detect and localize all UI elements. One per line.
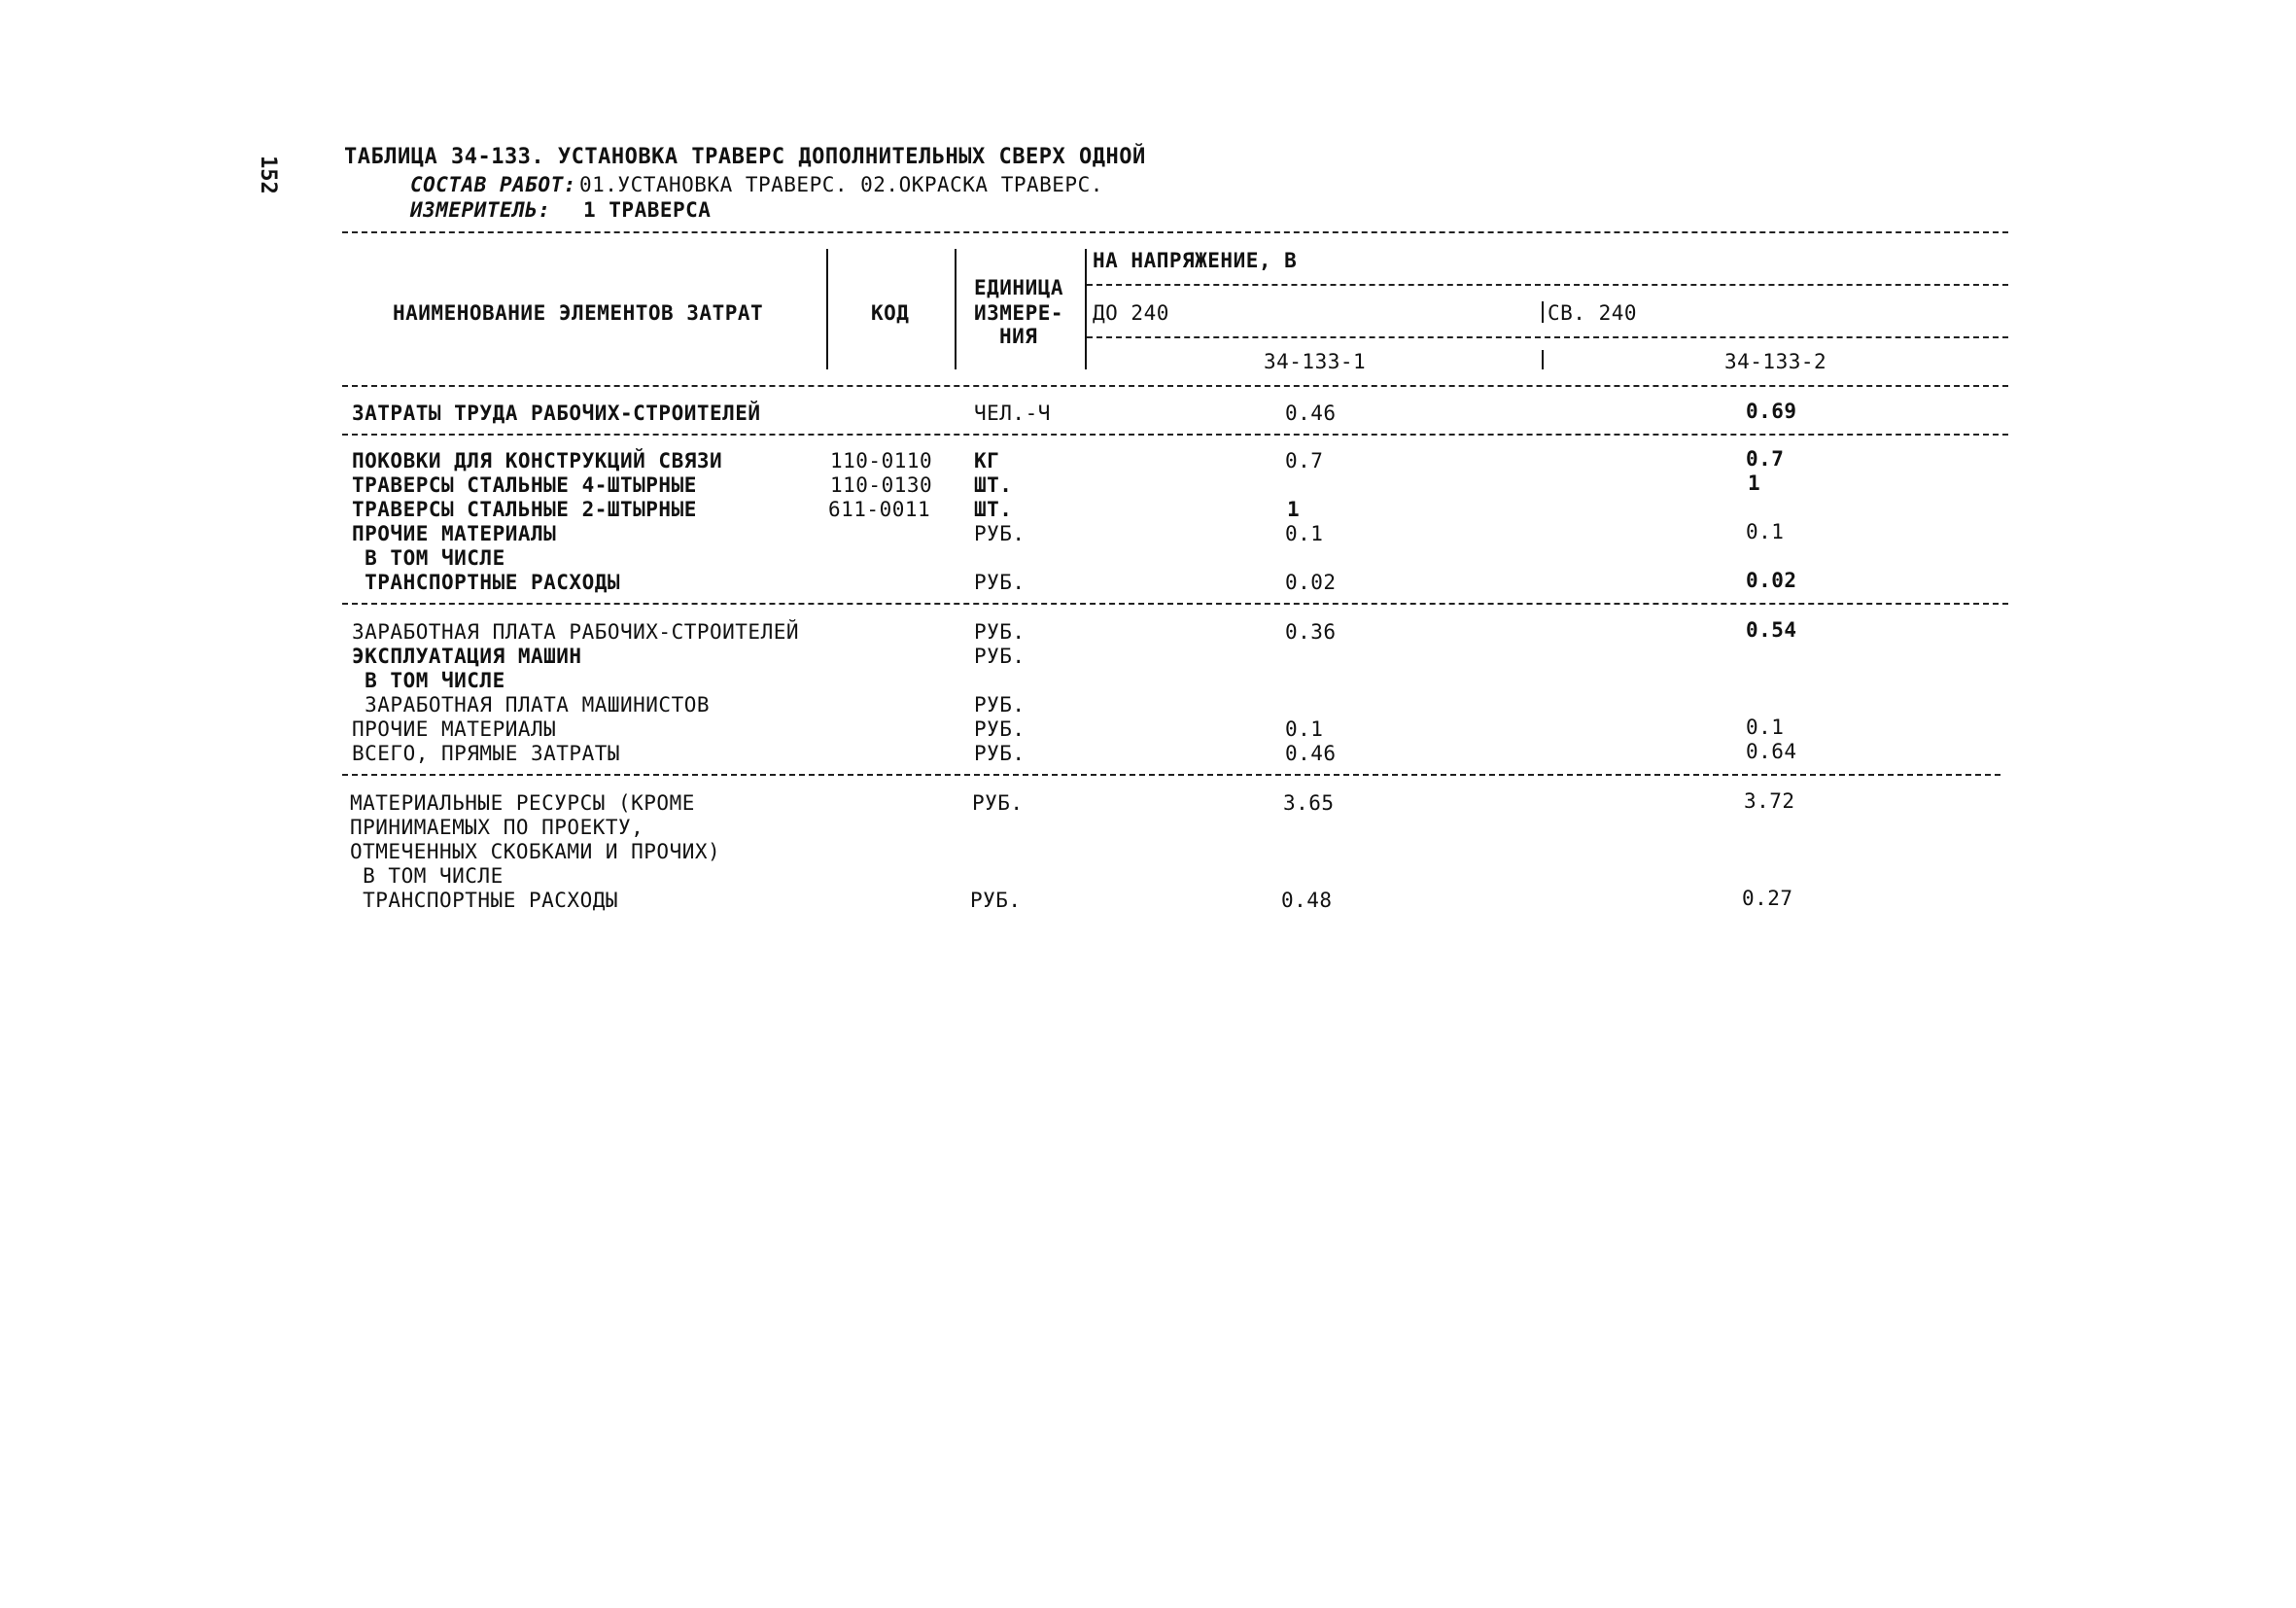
header-over: СВ. 240 [1548,301,1638,325]
page-number: 152 [256,156,280,194]
measure-label: ИЗМЕРИТЕЛЬ: [410,198,551,222]
row-name: ЗАРАБОТНАЯ ПЛАТА РАБОЧИХ-СТРОИТЕЛЕЙ [352,620,800,644]
header-unit-3: НИЯ [999,325,1038,348]
row-name: МАТЕРИАЛЬНЫЕ РЕСУРСЫ (КРОМЕ [350,791,695,815]
rule-header-bottom [342,385,2008,387]
row-code: 110-0130 [830,473,933,497]
row-name: В ТОМ ЧИСЛЕ [350,864,504,888]
row-value-1: 0.1 [1285,522,1324,545]
row-name: В ТОМ ЧИСЛЕ [352,546,505,570]
header-up-to: ДО 240 [1093,301,1169,325]
row-value-2: 1 [1748,472,1761,495]
header-code-2: 34-133-2 [1724,350,1827,373]
row-unit: РУБ. [974,742,1026,765]
header-code: КОД [871,301,910,325]
row-unit: РУБ. [974,522,1026,545]
row-name: В ТОМ ЧИСЛЕ [352,669,505,692]
rule-section-1 [342,434,2008,436]
header-separator-4 [1542,301,1544,323]
row-name: ТРАВЕРСЫ СТАЛЬНЫЕ 4-ШТЫРНЫЕ [352,473,697,497]
row-unit: РУБ. [974,620,1026,644]
row-value-1: 3.65 [1283,791,1335,815]
row-value-2: 0.69 [1746,400,1797,423]
row-value-1: 0.7 [1285,449,1324,472]
row-name: ПРОЧИЕ МАТЕРИАЛЫ [352,522,557,545]
row-unit: КГ [974,449,1000,472]
header-separator-1 [826,249,828,369]
row-name: ВСЕГО, ПРЯМЫЕ ЗАТРАТЫ [352,742,621,765]
row-unit: РУБ. [974,717,1026,741]
header-name: НАИМЕНОВАНИЕ ЭЛЕМЕНТОВ ЗАТРАТ [393,301,764,325]
header-separator-5 [1542,350,1544,369]
row-unit: ЧЕЛ.-Ч [974,402,1051,425]
row-unit: РУБ. [972,791,1024,815]
row-code: 611-0011 [828,498,931,521]
header-code-1: 34-133-1 [1264,350,1367,373]
row-name: ТРАВЕРСЫ СТАЛЬНЫЕ 2-ШТЫРНЫЕ [352,498,697,521]
row-value-1: 0.46 [1285,402,1337,425]
row-name: ОТМЕЧЕННЫХ СКОБКАМИ И ПРОЧИХ) [350,840,721,863]
header-rule-1 [1087,284,2008,286]
row-value-1: 0.02 [1285,571,1337,594]
header-separator-2 [955,249,957,369]
row-code: 110-0110 [830,449,933,472]
row-value-2: 0.02 [1746,569,1797,592]
row-name: ТРАНСПОРТНЫЕ РАСХОДЫ [352,571,621,594]
work-text: 01.УСТАНОВКА ТРАВЕРС. 02.ОКРАСКА ТРАВЕРС. [579,173,1103,196]
row-value-2: 0.1 [1746,716,1785,739]
row-value-1: 1 [1287,498,1301,521]
header-rule-2 [1087,336,2008,338]
table-title: ТАБЛИЦА 34-133. УСТАНОВКА ТРАВЕРС ДОПОЛНИТЕЛЬНЫХ СВЕРХ ОДНОЙ [344,145,1146,169]
row-name: ЗАТРАТЫ ТРУДА РАБОЧИХ-СТРОИТЕЛЕЙ [352,402,761,425]
row-value-2: 0.1 [1746,520,1785,543]
rule-section-2 [342,603,2008,605]
row-value-2: 3.72 [1744,789,1795,813]
row-value-1: 0.1 [1285,717,1324,741]
row-value-1: 0.48 [1281,889,1333,912]
row-name: ПРОЧИЕ МАТЕРИАЛЫ [352,717,557,741]
row-name: ПРИНИМАЕМЫХ ПО ПРОЕКТУ, [350,816,644,839]
row-unit: РУБ. [974,693,1026,717]
row-name: ТРАНСПОРТНЫЕ РАСХОДЫ [350,889,619,912]
row-unit: РУБ. [974,645,1026,668]
row-value-1: 0.46 [1285,742,1337,765]
row-value-2: 0.54 [1746,618,1797,642]
measure-text: 1 ТРАВЕРСА [583,198,712,222]
work-label: СОСТАВ РАБОТ: [410,173,576,196]
header-separator-3 [1085,249,1087,369]
row-value-2: 0.27 [1742,887,1793,910]
row-value-2: 0.64 [1746,740,1797,763]
rule-top [342,231,2008,233]
header-unit-2: ИЗМЕРЕ- [974,301,1064,325]
rule-section-3 [342,774,2000,776]
row-unit: ШТ. [974,473,1013,497]
row-value-2: 0.7 [1746,447,1785,471]
row-unit: ШТ. [974,498,1013,521]
header-voltage: НА НАПРЯЖЕНИЕ, В [1093,249,1298,272]
row-name: ЭКСПЛУАТАЦИЯ МАШИН [352,645,582,668]
row-name: ЗАРАБОТНАЯ ПЛАТА МАШИНИСТОВ [352,693,711,717]
row-unit: РУБ. [970,889,1022,912]
row-value-1: 0.36 [1285,620,1337,644]
row-unit: РУБ. [974,571,1026,594]
header-unit-1: ЕДИНИЦА [974,276,1064,299]
row-name: ПОКОВКИ ДЛЯ КОНСТРУКЦИЙ СВЯЗИ [352,449,723,472]
